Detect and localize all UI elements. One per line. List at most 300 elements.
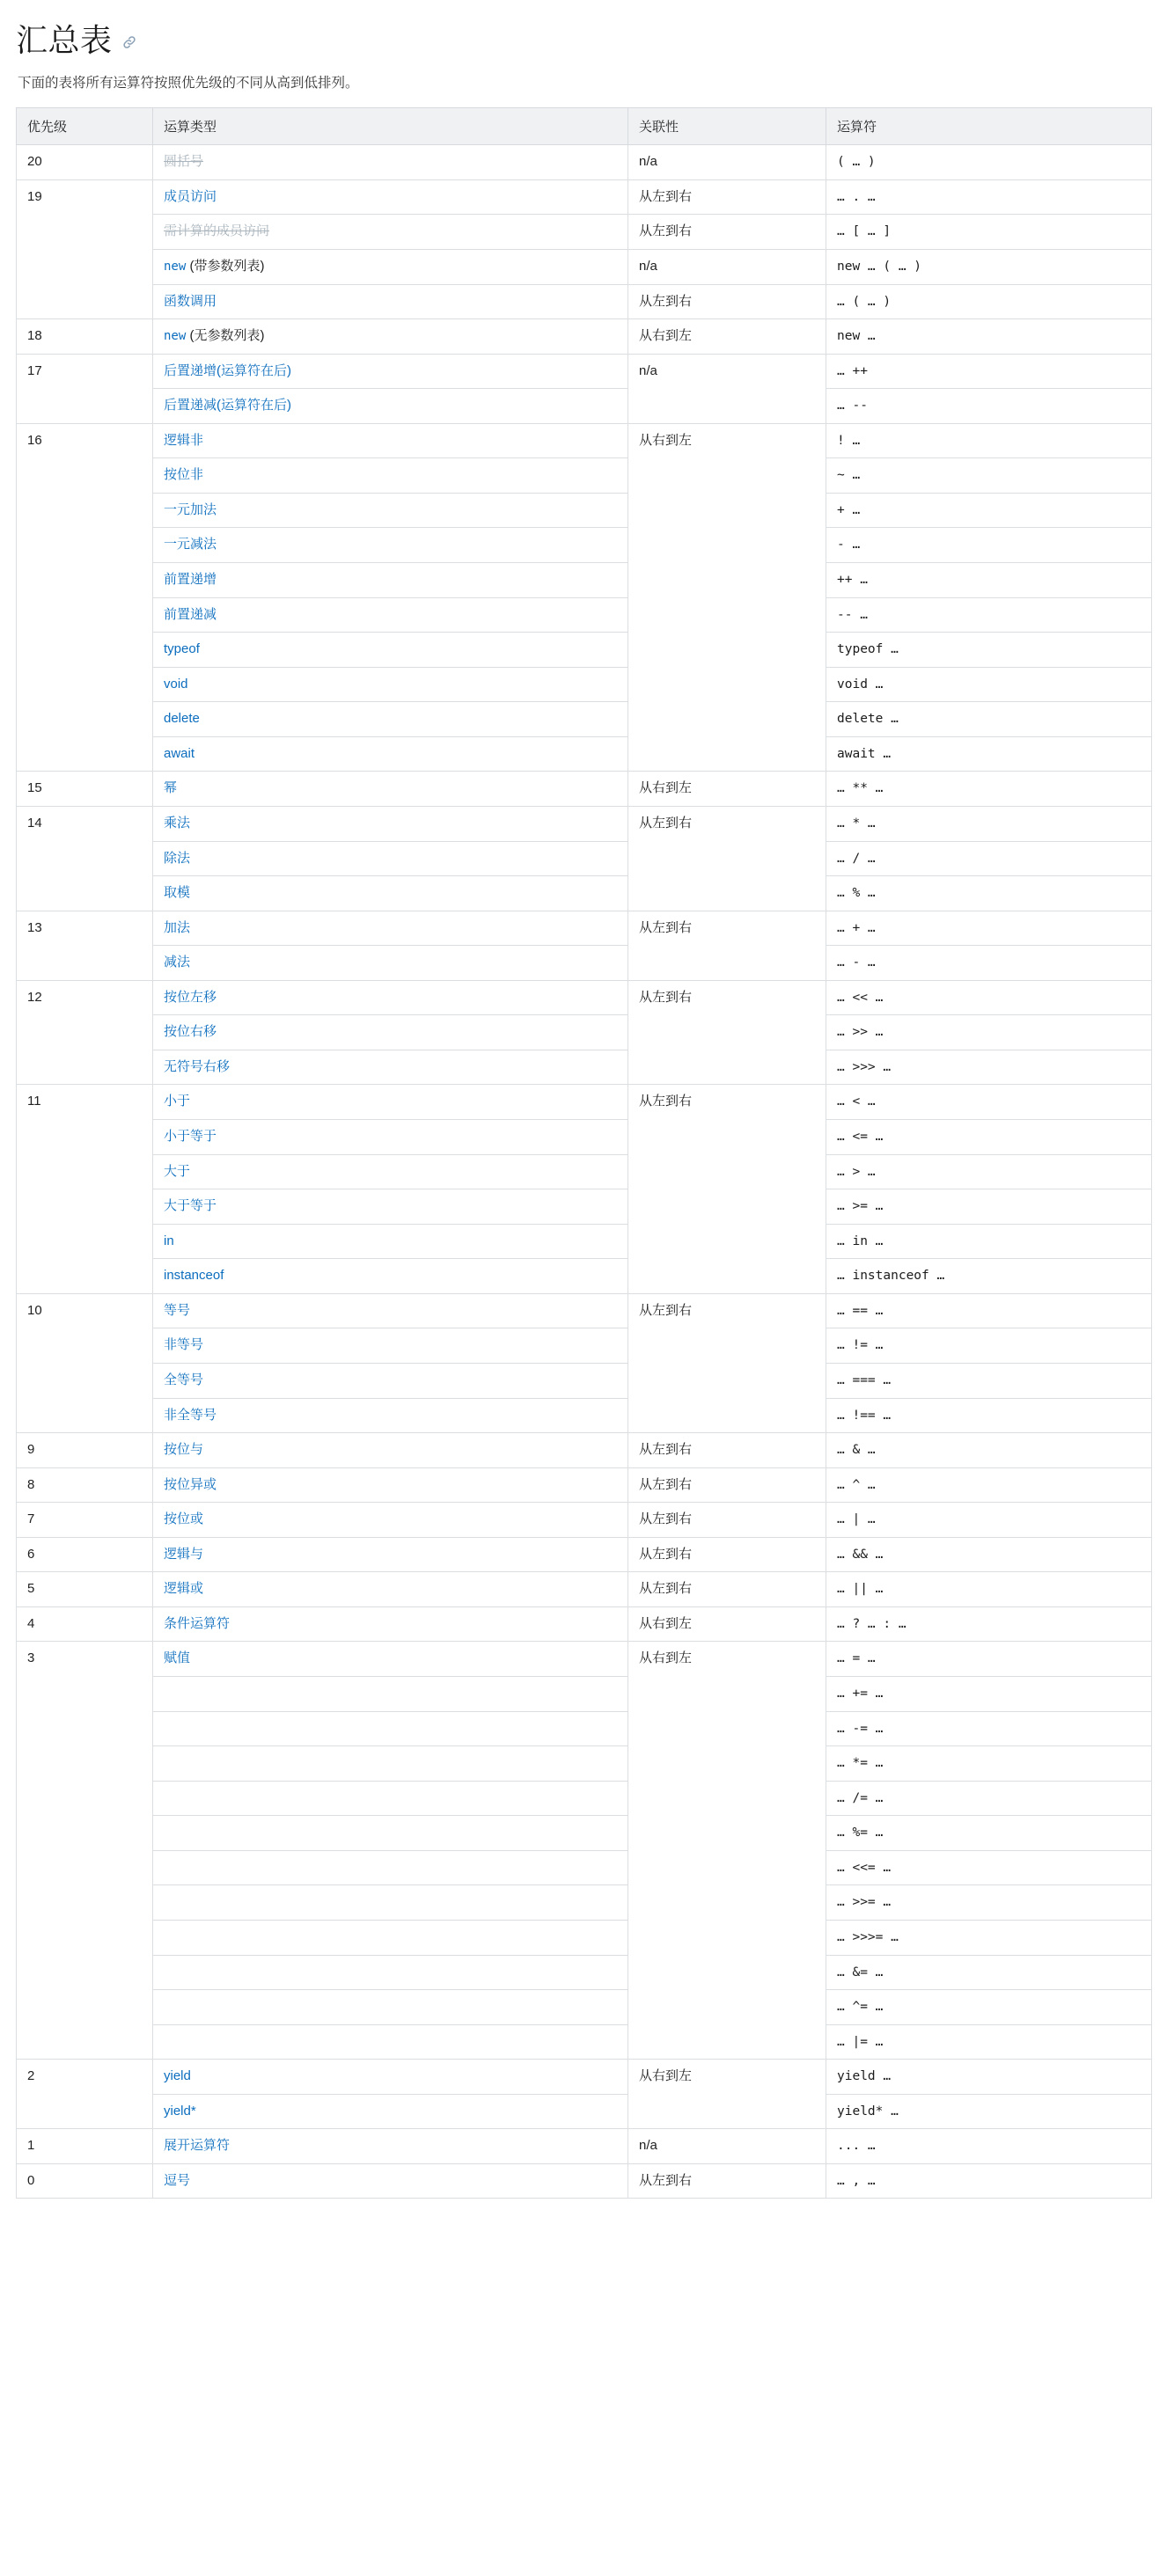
page-title [16, 16, 1151, 61]
operator-type-cell[interactable] [153, 389, 628, 424]
intro-paragraph: 下面的表将所有运算符按照优先级的不同从高到低排列。 [18, 76, 359, 91]
operator-code: … < … [837, 1094, 876, 1109]
operator-syntax-cell [826, 1746, 1152, 1782]
operator-type-cell[interactable] [153, 946, 628, 981]
table-row [17, 1816, 1152, 1851]
operator-syntax-cell [826, 1363, 1152, 1398]
operator-type-cell[interactable] [153, 1537, 628, 1572]
operator-code: - … [837, 538, 861, 553]
operator-type-link[interactable]: 一元减法 [164, 537, 217, 553]
precedence-cell: 14 [17, 806, 153, 911]
operator-syntax-cell [826, 2060, 1152, 2095]
operator-type-link[interactable] [164, 259, 264, 274]
operator-syntax-cell [826, 179, 1152, 215]
operator-syntax-cell [826, 772, 1152, 807]
table-row [17, 667, 1152, 702]
operator-syntax-cell [826, 667, 1152, 702]
associativity-cell: 从左到右 [628, 911, 826, 980]
operator-code: ( … ) [837, 155, 876, 170]
operator-type-link[interactable]: 按位异或 [164, 1476, 217, 1492]
operator-syntax-cell [826, 1537, 1152, 1572]
operator-syntax-cell [826, 1293, 1152, 1328]
table-row [17, 2094, 1152, 2129]
operator-type-link[interactable]: 幂 [164, 780, 178, 796]
operator-type-link[interactable]: 按位与 [164, 1442, 204, 1458]
operator-type-link[interactable]: 赋值 [164, 1650, 191, 1666]
table-row [17, 1433, 1152, 1468]
operator-type-cell[interactable] [153, 1293, 628, 1328]
table-row [17, 1990, 1152, 2025]
operator-type-link[interactable]: yield* [164, 2103, 196, 2119]
operator-type-cell[interactable] [153, 145, 628, 180]
operator-syntax-cell [826, 563, 1152, 598]
operator-type-link[interactable]: typeof [164, 641, 200, 657]
table-row [17, 1677, 1152, 1712]
operator-code: await … [837, 746, 892, 761]
operator-type-cell[interactable] [153, 1259, 628, 1294]
operator-type-link[interactable]: 非等号 [164, 1337, 204, 1353]
operator-code: ! … [837, 433, 861, 448]
operator-syntax-cell [826, 911, 1152, 946]
table-row [17, 319, 1152, 355]
operator-type-cell[interactable] [153, 1328, 628, 1364]
operator-type-link[interactable]: 逻辑或 [164, 1581, 204, 1597]
table-row [17, 2163, 1152, 2199]
precedence-cell: 3 [17, 1642, 153, 2060]
precedence-cell: 7 [17, 1503, 153, 1538]
associativity-cell: 从左到右 [628, 980, 826, 1085]
operator-type-link[interactable]: 按位右移 [164, 1024, 217, 1040]
operator-type-cell [153, 1746, 628, 1782]
operator-syntax-cell [826, 702, 1152, 737]
operator-type-link[interactable]: 函数调用 [164, 293, 217, 309]
operator-type-cell[interactable] [153, 1189, 628, 1225]
operator-syntax-cell [826, 633, 1152, 668]
operator-syntax-cell [826, 1120, 1152, 1155]
operator-syntax-cell [826, 1711, 1152, 1746]
operator-type-cell [153, 1955, 628, 1990]
operator-syntax-cell [826, 2094, 1152, 2129]
table-row [17, 946, 1152, 981]
associativity-cell: 从左到右 [628, 1537, 826, 1572]
table-header-row [17, 108, 1152, 145]
table-row [17, 563, 1152, 598]
associativity-cell: 从右到左 [628, 319, 826, 355]
operator-code: … |= … [837, 2034, 884, 2049]
operator-type-cell[interactable] [153, 1363, 628, 1398]
operator-type-link[interactable]: 无符号右移 [164, 1058, 231, 1074]
operator-type-cell[interactable] [153, 1572, 628, 1607]
operator-type-cell[interactable] [153, 702, 628, 737]
table-row [17, 423, 1152, 458]
operator-type-link[interactable]: 逗号 [164, 2172, 191, 2188]
operator-type-link[interactable]: 逻辑与 [164, 1546, 204, 1562]
operator-type-cell[interactable] [153, 1642, 628, 1677]
operator-type-cell[interactable] [153, 841, 628, 876]
table-row [17, 1363, 1152, 1398]
operator-type-link[interactable]: 逻辑非 [164, 432, 204, 448]
operator-type-cell [153, 1781, 628, 1816]
associativity-cell: n/a [628, 249, 826, 284]
precedence-cell: 18 [17, 319, 153, 355]
operator-code: … ^= … [837, 2000, 884, 2015]
operator-code: … & … [837, 1443, 876, 1458]
operator-type-link[interactable]: 按位左移 [164, 989, 217, 1005]
table-row [17, 1085, 1152, 1120]
table-row [17, 980, 1152, 1015]
table-row [17, 179, 1152, 215]
operator-syntax-cell [826, 876, 1152, 911]
table-row [17, 1572, 1152, 1607]
precedence-cell: 1 [17, 2129, 153, 2164]
precedence-cell: 16 [17, 423, 153, 772]
table-row [17, 1259, 1152, 1294]
operator-type-cell[interactable] [153, 284, 628, 319]
operator-type-cell [153, 2024, 628, 2060]
operator-code: … %= … [837, 1826, 884, 1841]
precedence-cell: 12 [17, 980, 153, 1085]
table-row [17, 1154, 1152, 1189]
operator-syntax-cell [826, 1572, 1152, 1607]
operator-code: … += … [837, 1687, 884, 1701]
operator-type-cell[interactable] [153, 1015, 628, 1050]
precedence-cell: 5 [17, 1572, 153, 1607]
operator-type-cell[interactable] [153, 2129, 628, 2164]
table-row [17, 1606, 1152, 1642]
operator-code: … in … [837, 1233, 884, 1248]
operator-type-cell[interactable] [153, 1398, 628, 1433]
operator-code: … ** … [837, 781, 884, 796]
operator-type-cell[interactable] [153, 1085, 628, 1120]
table-row [17, 1850, 1152, 1885]
table-row [17, 911, 1152, 946]
operator-syntax-cell [826, 806, 1152, 841]
table-row [17, 493, 1152, 528]
operator-syntax-cell [826, 528, 1152, 563]
operator-code: typeof … [837, 642, 899, 657]
operator-type-link[interactable]: 除法 [164, 850, 191, 866]
table-row [17, 597, 1152, 633]
operator-code: … > … [837, 1164, 876, 1179]
operator-type-link[interactable]: 前置递减 [164, 606, 217, 622]
table-row [17, 1781, 1152, 1816]
operator-type-link[interactable]: yield [164, 2068, 191, 2084]
operator-syntax-cell [826, 1642, 1152, 1677]
table-row [17, 876, 1152, 911]
table-row [17, 633, 1152, 668]
operator-code: … >>>= … [837, 1929, 899, 1944]
operator-type-link[interactable]: 按位非 [164, 467, 204, 483]
table-row [17, 1328, 1152, 1364]
operator-type-cell[interactable] [153, 667, 628, 702]
operator-type-link[interactable]: await [164, 745, 195, 761]
associativity-cell: 从左到右 [628, 1433, 826, 1468]
operator-syntax-cell [826, 1467, 1152, 1503]
operator-type-link[interactable]: 按位或 [164, 1511, 204, 1527]
operator-code: … !== … [837, 1408, 892, 1423]
operator-code: … === … [837, 1372, 892, 1387]
operator-code: + … [837, 502, 861, 517]
column-header-type: 运算类型 [153, 108, 628, 145]
operator-code: … = … [837, 1651, 876, 1666]
associativity-cell: 从右到左 [628, 423, 826, 772]
table-row [17, 1746, 1152, 1782]
table-row [17, 1642, 1152, 1677]
operator-code: ... … [837, 2139, 876, 2154]
operator-type-link[interactable]: 一元加法 [164, 501, 217, 517]
operator-type-cell[interactable] [153, 528, 628, 563]
operator-code: … *= … [837, 1756, 884, 1771]
table-row [17, 1050, 1152, 1085]
operator-code: … || … [837, 1582, 884, 1597]
operator-code: … && … [837, 1547, 884, 1562]
column-header-associativity: 关联性 [628, 108, 826, 145]
operator-type-link[interactable]: 乘法 [164, 815, 191, 831]
operator-type-link[interactable]: delete [164, 711, 200, 727]
table-row [17, 249, 1152, 284]
operator-syntax-cell [826, 2129, 1152, 2164]
operator-type-cell[interactable] [153, 772, 628, 807]
operator-syntax-cell [826, 1503, 1152, 1538]
operator-code: … -- [837, 399, 868, 413]
operator-type-link[interactable] [164, 328, 264, 343]
operator-syntax-cell [826, 389, 1152, 424]
operator-code: ~ … [837, 468, 861, 483]
associativity-cell: 从左到右 [628, 1572, 826, 1607]
operator-type-cell[interactable] [153, 1154, 628, 1189]
operator-type-cell[interactable] [153, 980, 628, 1015]
table-row [17, 284, 1152, 319]
operator-code: … << … [837, 990, 884, 1005]
table-row [17, 215, 1152, 250]
precedence-cell: 0 [17, 2163, 153, 2199]
operator-syntax-cell [826, 1816, 1152, 1851]
operator-syntax-cell [826, 1781, 1152, 1816]
precedence-cell: 9 [17, 1433, 153, 1468]
column-header-operator: 运算符 [826, 108, 1152, 145]
operator-type-link[interactable]: 展开运算符 [164, 2138, 231, 2154]
operator-type-cell[interactable] [153, 1503, 628, 1538]
operator-code: new … ( … ) [837, 259, 922, 274]
operator-code: … >= … [837, 1199, 884, 1214]
operator-syntax-cell [826, 736, 1152, 772]
operator-code: … ? … : … [837, 1616, 906, 1631]
operator-type-cell[interactable] [153, 597, 628, 633]
operator-type-cell[interactable] [153, 1467, 628, 1503]
operator-type-cell[interactable] [153, 633, 628, 668]
operator-type-cell[interactable] [153, 493, 628, 528]
table-row [17, 1467, 1152, 1503]
operator-type-link[interactable]: 大于 [164, 1163, 191, 1179]
table-row [17, 1015, 1152, 1050]
keyword-text: new [164, 259, 187, 274]
operator-code: … [ … ] [837, 224, 892, 239]
operator-type-cell [153, 1677, 628, 1712]
operator-code: yield … [837, 2069, 892, 2084]
operator-type-cell[interactable] [153, 458, 628, 494]
operator-type-cell[interactable] [153, 1433, 628, 1468]
operator-type-cell[interactable] [153, 215, 628, 250]
table-row [17, 458, 1152, 494]
operator-type-cell[interactable] [153, 1050, 628, 1085]
operator-code: … instanceof … [837, 1269, 945, 1284]
associativity-cell: 从左到右 [628, 2163, 826, 2199]
table-row [17, 389, 1152, 424]
associativity-cell: 从左到右 [628, 806, 826, 911]
operator-type-link[interactable]: 前置递增 [164, 572, 217, 587]
operator-type-cell[interactable] [153, 2060, 628, 2095]
table-row [17, 1224, 1152, 1259]
operator-code: … % … [837, 886, 876, 901]
operator-code: … != … [837, 1338, 884, 1353]
operator-syntax-cell [826, 458, 1152, 494]
operator-code: yield* … [837, 2104, 899, 2119]
table-row [17, 354, 1152, 389]
operator-type-link[interactable]: 大于等于 [164, 1198, 217, 1214]
operator-type-cell[interactable] [153, 876, 628, 911]
table-body [17, 145, 1152, 2199]
operator-syntax-cell [826, 2024, 1152, 2060]
precedence-cell: 13 [17, 911, 153, 980]
operator-type-link[interactable]: 加法 [164, 919, 191, 935]
operator-type-cell[interactable] [153, 563, 628, 598]
precedence-cell: 20 [17, 145, 153, 180]
operator-type-link-deprecated[interactable]: 圆括号 [164, 154, 204, 170]
operator-type-link[interactable]: void [164, 676, 188, 692]
link-icon[interactable] [121, 34, 137, 50]
operator-syntax-cell [826, 1050, 1152, 1085]
operator-type-link[interactable]: 后置递增(运算符在后) [164, 362, 291, 378]
operator-type-cell[interactable] [153, 423, 628, 458]
table-row [17, 806, 1152, 841]
operator-type-link[interactable]: 减法 [164, 955, 191, 970]
operator-code: … -= … [837, 1721, 884, 1736]
operator-code: … , … [837, 2173, 876, 2188]
operator-type-link[interactable]: 等号 [164, 1302, 191, 1318]
operator-code: … <= … [837, 1130, 884, 1144]
operator-code: … + … [837, 920, 876, 935]
precedence-cell: 6 [17, 1537, 153, 1572]
operator-type-cell[interactable] [153, 1606, 628, 1642]
operator-type-cell [153, 1711, 628, 1746]
operator-syntax-cell [826, 249, 1152, 284]
associativity-cell: 从右到左 [628, 772, 826, 807]
operator-type-cell [153, 1850, 628, 1885]
precedence-cell: 8 [17, 1467, 153, 1503]
associativity-cell: 从左到右 [628, 215, 826, 250]
associativity-cell: 从左到右 [628, 179, 826, 215]
operator-type-cell[interactable] [153, 179, 628, 215]
operator-syntax-cell [826, 1677, 1152, 1712]
operator-type-link[interactable]: 成员访问 [164, 188, 217, 204]
table-row [17, 1120, 1152, 1155]
operator-code: … ++ [837, 363, 868, 378]
operator-type-cell[interactable] [153, 1120, 628, 1155]
associativity-cell: 从左到右 [628, 1085, 826, 1293]
operator-type-cell[interactable] [153, 2163, 628, 2199]
operator-syntax-cell [826, 1433, 1152, 1468]
table-row [17, 772, 1152, 807]
operator-type-link[interactable]: in [164, 1233, 174, 1248]
table-row [17, 145, 1152, 180]
operator-syntax-cell [826, 1259, 1152, 1294]
operator-type-link-deprecated[interactable]: 需计算的成员访问 [164, 223, 270, 239]
operator-syntax-cell [826, 319, 1152, 355]
operator-code: … / … [837, 851, 876, 866]
operator-code: … == … [837, 1303, 884, 1318]
operator-code: new … [837, 329, 876, 344]
operator-code: … ^ … [837, 1477, 876, 1492]
operator-type-cell[interactable] [153, 249, 628, 284]
table-row [17, 1955, 1152, 1990]
table-row [17, 1711, 1152, 1746]
operator-type-cell[interactable] [153, 2094, 628, 2129]
operator-type-cell[interactable] [153, 354, 628, 389]
operator-syntax-cell [826, 1154, 1152, 1189]
operator-code: delete … [837, 712, 899, 727]
operator-type-link[interactable]: instanceof [164, 1268, 224, 1284]
operator-type-link[interactable]: 后置递减(运算符在后) [164, 398, 291, 413]
associativity-cell: 从左到右 [628, 1293, 826, 1432]
operator-syntax-cell [826, 1606, 1152, 1642]
keyword-text: new [164, 329, 187, 344]
associativity-cell: 从左到右 [628, 284, 826, 319]
precedence-cell: 10 [17, 1293, 153, 1432]
precedence-cell: 2 [17, 2060, 153, 2129]
operator-type-cell[interactable] [153, 1224, 628, 1259]
associativity-cell: 从左到右 [628, 1503, 826, 1538]
operator-type-link[interactable]: 非全等号 [164, 1407, 217, 1423]
operator-type-cell[interactable] [153, 911, 628, 946]
operator-type-link[interactable]: 全等号 [164, 1372, 204, 1387]
operator-code: … >>> … [837, 1059, 892, 1074]
operator-code: ++ … [837, 573, 868, 587]
operator-code: … - … [837, 955, 876, 970]
operator-syntax-cell [826, 1955, 1152, 1990]
operator-type-link[interactable]: 条件运算符 [164, 1615, 231, 1631]
table-head [17, 108, 1152, 145]
column-header-precedence: 优先级 [17, 108, 153, 145]
associativity-cell: n/a [628, 2129, 826, 2164]
operator-type-link[interactable]: 取模 [164, 885, 191, 901]
table-row [17, 1537, 1152, 1572]
operator-syntax-cell [826, 215, 1152, 250]
associativity-cell: 从右到左 [628, 2060, 826, 2129]
operator-syntax-cell [826, 423, 1152, 458]
operator-code: -- … [837, 607, 868, 622]
operator-type-cell[interactable] [153, 736, 628, 772]
operator-code: void … [837, 677, 884, 692]
associativity-cell: 从左到右 [628, 1467, 826, 1503]
operator-syntax-cell [826, 284, 1152, 319]
operator-syntax-cell [826, 493, 1152, 528]
operator-syntax-cell [826, 946, 1152, 981]
operator-type-link[interactable]: 小于 [164, 1094, 191, 1109]
table-row [17, 2060, 1152, 2095]
associativity-cell: n/a [628, 354, 826, 423]
operator-type-cell[interactable] [153, 319, 628, 355]
operator-type-cell[interactable] [153, 806, 628, 841]
precedence-cell: 4 [17, 1606, 153, 1642]
page-title-text: 汇总表 [16, 22, 113, 58]
operator-syntax-cell [826, 1328, 1152, 1364]
operator-code: … <<= … [837, 1860, 892, 1875]
operator-syntax-cell [826, 1920, 1152, 1955]
table-row [17, 1920, 1152, 1955]
operator-syntax-cell [826, 145, 1152, 180]
operator-type-link[interactable]: 小于等于 [164, 1129, 217, 1144]
table-row [17, 1885, 1152, 1921]
